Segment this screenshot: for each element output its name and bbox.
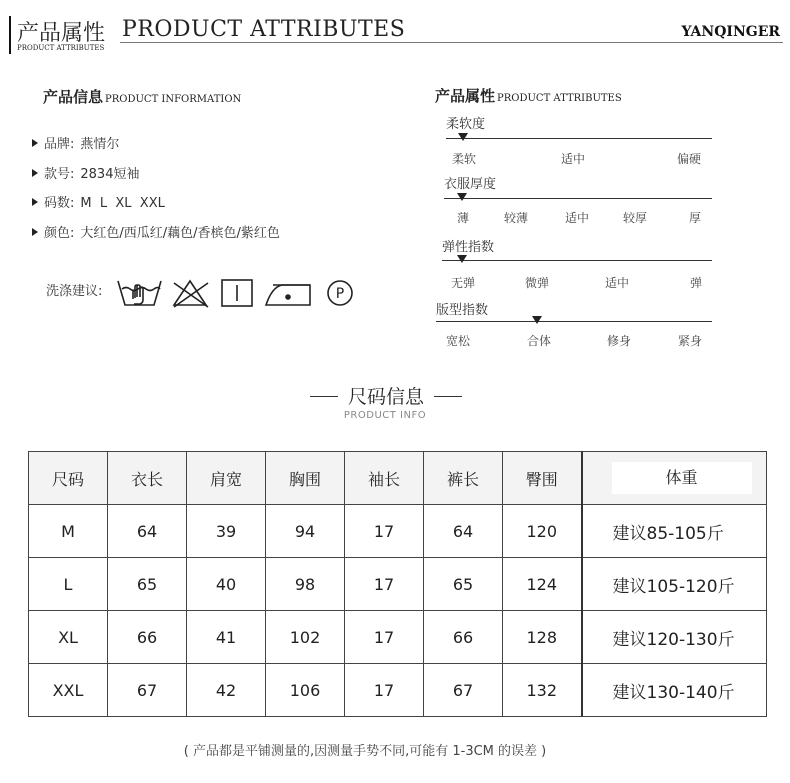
table-cell: 124 xyxy=(503,558,582,611)
table-row xyxy=(29,611,767,664)
scale-option: 修身 xyxy=(607,334,632,348)
table-cell: 67 xyxy=(108,664,187,717)
scale-option: 无弹 xyxy=(451,276,476,290)
scale-softness-title: 柔软度 xyxy=(446,117,486,132)
bullet-triangle-icon xyxy=(32,228,38,236)
product-info-title-en: PRODUCT INFORMATION xyxy=(105,94,242,105)
scale-thickness-title: 衣服厚度 xyxy=(444,177,497,192)
table-cell-weight: 建议85-105斤 xyxy=(582,505,767,558)
page-title-en: PRODUCT ATTRIBUTES xyxy=(122,17,406,42)
table-cell: XXL xyxy=(29,664,108,717)
info-value: 大红色/西瓜红/藕色/香槟色/紫红色 xyxy=(80,226,280,241)
tumble-dry-icon xyxy=(222,280,252,306)
iron-low-icon xyxy=(266,285,310,305)
scale-fit-line xyxy=(436,321,712,322)
scale-option: 较薄 xyxy=(504,211,529,225)
table-cell: 17 xyxy=(345,664,424,717)
table-cell: 41 xyxy=(187,611,266,664)
scale-option: 宽松 xyxy=(446,334,471,348)
scale-option: 适中 xyxy=(605,276,630,290)
table-cell: 98 xyxy=(266,558,345,611)
brand-name: YANQINGER xyxy=(681,24,780,40)
table-row xyxy=(29,664,767,717)
table-row xyxy=(29,505,767,558)
bullet-triangle-icon xyxy=(32,139,38,147)
table-cell: 17 xyxy=(345,611,424,664)
table-cell: 39 xyxy=(187,505,266,558)
scale-option: 薄 xyxy=(457,211,470,225)
table-cell-weight: 建议130-140斤 xyxy=(582,664,767,717)
scale-elasticity-line xyxy=(442,260,712,261)
table-header-cell-weight xyxy=(582,452,767,505)
scale-option: 弹 xyxy=(690,276,703,290)
scale-option: 较厚 xyxy=(623,211,648,225)
table-header-cell: 尺码 xyxy=(29,452,108,505)
wash-advice-label: 洗涤建议: xyxy=(46,284,103,299)
info-value: M L XL XXL xyxy=(80,196,165,211)
table-cell-weight: 建议105-120斤 xyxy=(582,558,767,611)
wash-icons xyxy=(116,273,361,313)
table-cell: 40 xyxy=(187,558,266,611)
table-header-cell: 袖长 xyxy=(345,452,424,505)
scale-elasticity-title: 弹性指数 xyxy=(442,240,495,255)
table-cell: 64 xyxy=(424,505,503,558)
bullet-triangle-icon xyxy=(32,169,38,177)
scale-fit-marker xyxy=(532,316,542,324)
table-header-cell: 肩宽 xyxy=(187,452,266,505)
size-section-title-text: 尺码信息 xyxy=(348,386,425,408)
table-cell-weight: 建议120-130斤 xyxy=(582,611,767,664)
scale-option: 合体 xyxy=(527,334,552,348)
measurement-note: ( 产品都是平铺测量的,因测量手势不同,可能有 1-3CM 的误差 ) xyxy=(183,744,547,759)
table-header-cell: 臀围 xyxy=(503,452,582,505)
table-cell: 66 xyxy=(424,611,503,664)
table-cell: 132 xyxy=(503,664,582,717)
dry-clean-p-letter: P xyxy=(335,286,345,302)
no-bleach-icon xyxy=(174,281,208,307)
info-row-brand xyxy=(32,133,119,152)
table-cell: L xyxy=(29,558,108,611)
table-cell: 66 xyxy=(108,611,187,664)
scale-option: 偏硬 xyxy=(677,152,702,166)
table-cell: 102 xyxy=(266,611,345,664)
table-cell: 65 xyxy=(424,558,503,611)
table-cell: 17 xyxy=(345,505,424,558)
size-table xyxy=(28,451,767,717)
info-label: 款号: xyxy=(44,167,75,182)
scale-option: 适中 xyxy=(561,152,586,166)
scale-elasticity-marker xyxy=(457,255,467,263)
scale-softness-marker xyxy=(458,133,468,141)
page-title-cn: 产品属性 xyxy=(17,21,106,46)
title-dash-right xyxy=(434,396,462,397)
header-divider xyxy=(120,42,783,43)
size-section-title xyxy=(300,382,470,409)
table-cell: 128 xyxy=(503,611,582,664)
table-cell: 94 xyxy=(266,505,345,558)
attributes-title-en: PRODUCT ATTRIBUTES xyxy=(497,93,622,104)
scale-option: 微弹 xyxy=(525,276,550,290)
table-header-cell: 裤长 xyxy=(424,452,503,505)
scale-option: 紧身 xyxy=(678,334,703,348)
table-cell: 17 xyxy=(345,558,424,611)
product-info-title xyxy=(43,86,241,107)
table-header-cell: 胸围 xyxy=(266,452,345,505)
attributes-title-cn: 产品属性 xyxy=(435,87,496,105)
scale-thickness-marker xyxy=(457,193,467,201)
table-header-row xyxy=(29,452,767,505)
info-row-style-no xyxy=(32,163,139,182)
scale-thickness-line xyxy=(444,198,712,199)
product-info-title-cn: 产品信息 xyxy=(43,88,104,106)
hand-wash-icon xyxy=(118,281,161,305)
info-label: 码数: xyxy=(44,196,75,211)
info-row-colors xyxy=(32,222,280,241)
info-label: 品牌: xyxy=(44,137,75,152)
table-cell: XL xyxy=(29,611,108,664)
table-cell: 120 xyxy=(503,505,582,558)
weight-header-label: 体重 xyxy=(612,462,752,494)
scale-softness-line xyxy=(446,138,712,139)
bullet-triangle-icon xyxy=(32,198,38,206)
info-label: 颜色: xyxy=(44,226,75,241)
size-section-subtitle: PRODUCT INFO xyxy=(343,410,427,421)
info-row-sizes xyxy=(32,192,165,211)
table-cell: 42 xyxy=(187,664,266,717)
table-cell: 64 xyxy=(108,505,187,558)
page-subtitle: PRODUCT ATTRIBUTES xyxy=(17,44,105,52)
scale-option: 厚 xyxy=(689,211,702,225)
table-cell: 65 xyxy=(108,558,187,611)
scale-option: 适中 xyxy=(565,211,590,225)
info-value: 燕情尔 xyxy=(80,137,120,152)
table-cell: 67 xyxy=(424,664,503,717)
table-header-cell: 衣长 xyxy=(108,452,187,505)
scale-option: 柔软 xyxy=(452,152,477,166)
table-row xyxy=(29,558,767,611)
attributes-title xyxy=(435,85,622,106)
table-cell: 106 xyxy=(266,664,345,717)
info-value: 2834短袖 xyxy=(80,167,140,182)
table-cell: M xyxy=(29,505,108,558)
title-dash-left xyxy=(310,396,338,397)
scale-fit-title: 版型指数 xyxy=(436,303,489,318)
header-accent-bar xyxy=(9,16,11,54)
